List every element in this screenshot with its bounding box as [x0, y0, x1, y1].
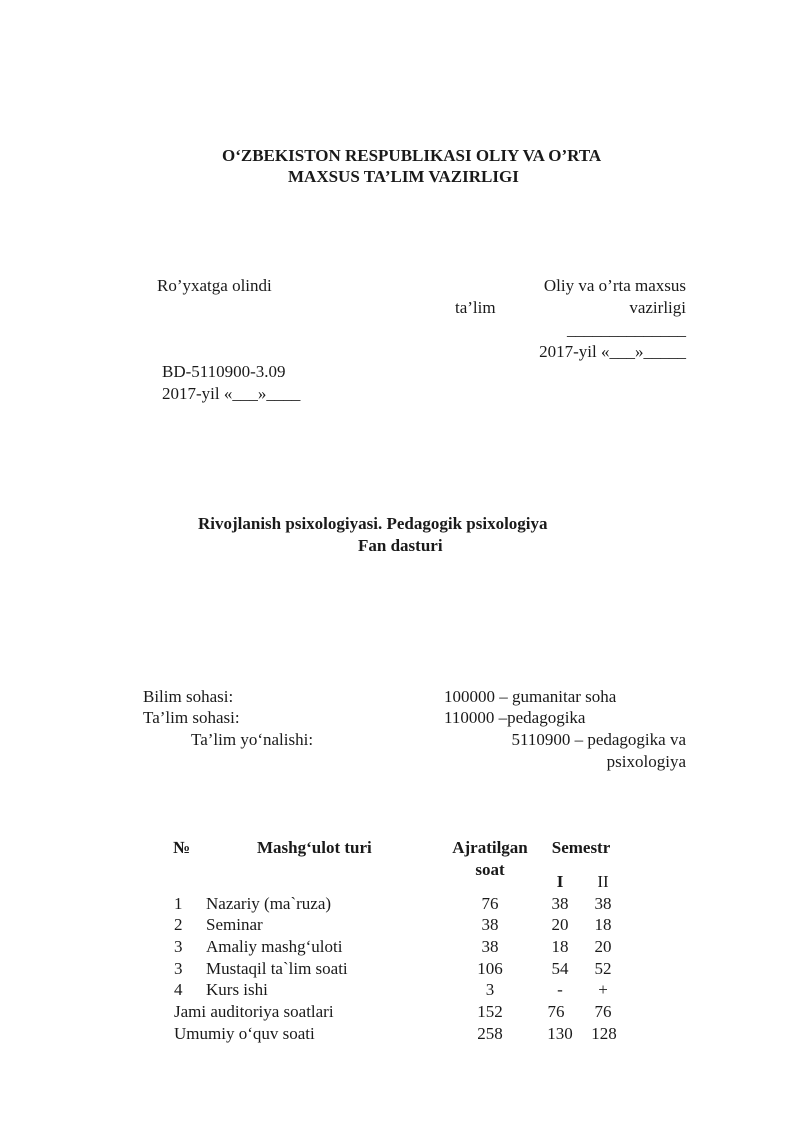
ministry-line-2: MAXSUS TA’LIM VAZIRLIGI: [288, 167, 519, 186]
row-sem1: 18: [551, 937, 569, 956]
row-sem1: 54: [551, 959, 569, 978]
approval-line-2-left: ta’lim: [455, 298, 496, 317]
total-sem1: 130: [547, 1024, 573, 1043]
row-type: Nazariy (ma`ruza): [206, 894, 332, 913]
row-type: Mustaqil ta`lim soati: [206, 959, 348, 978]
row-sem2: 18: [594, 915, 612, 934]
field-value-direction-cont: psixologiya: [606, 752, 686, 771]
header-hours-line-1: Ajratilgan: [452, 838, 528, 857]
total-hours: 152: [477, 1002, 503, 1021]
row-sem2: +: [598, 980, 608, 999]
total-label: Jami auditoriya soatlari: [174, 1002, 334, 1021]
row-type: Amaliy mashg‘uloti: [206, 937, 343, 956]
registration-date: 2017-yil «___»____: [162, 384, 301, 403]
approval-line-2-right: vazirligi: [629, 298, 686, 317]
approval-line-1: Oliy va o’rta maxsus: [543, 276, 686, 295]
field-label-education-area: Ta’lim sohasi:: [143, 708, 240, 727]
total-sem1: 76: [547, 1002, 565, 1021]
registration-code: BD-5110900-3.09: [162, 362, 286, 381]
row-number: 3: [174, 937, 183, 956]
header-activity-type: Mashg‘ulot turi: [257, 838, 372, 857]
row-type: Kurs ishi: [206, 980, 268, 999]
row-number: 3: [174, 959, 183, 978]
row-sem1: 20: [551, 915, 569, 934]
header-number: №: [173, 838, 191, 857]
subject-title: Rivojlanish psixologiyasi. Pedagogik psixologiya: [198, 514, 548, 533]
row-hours: 38: [481, 915, 499, 934]
row-type: Seminar: [206, 915, 263, 934]
field-value-education-area: 110000 –pedagogika: [444, 708, 586, 727]
field-label-direction: Ta’lim yo‘nalishi:: [191, 730, 314, 749]
header-semester-2: II: [597, 872, 609, 891]
row-hours: 106: [477, 959, 503, 978]
total-sem2: 76: [594, 1002, 612, 1021]
row-sem2: 52: [594, 959, 612, 978]
signature-line: ______________: [567, 320, 686, 339]
document-type: Fan dasturi: [358, 536, 443, 555]
field-label-knowledge-area: Bilim sohasi:: [143, 687, 234, 706]
header-semester-1: I: [556, 872, 564, 891]
row-hours: 3: [485, 980, 495, 999]
row-sem2: 20: [594, 937, 612, 956]
field-value-direction: 5110900 – pedagogika va: [511, 730, 686, 749]
row-number: 2: [174, 915, 183, 934]
row-sem1: 38: [551, 894, 569, 913]
total-label: Umumiy o‘quv soati: [174, 1024, 315, 1043]
row-sem2: 38: [594, 894, 612, 913]
ministry-line-1: O‘ZBEKISTON RESPUBLIKASI OLIY VA O’RTA: [222, 146, 602, 165]
field-value-knowledge-area: 100000 – gumanitar soha: [444, 687, 617, 706]
total-hours: 258: [477, 1024, 503, 1043]
header-semester: Semestr: [551, 838, 611, 857]
row-number: 4: [174, 980, 183, 999]
header-hours-line-2: soat: [475, 860, 505, 879]
row-number: 1: [174, 894, 183, 913]
row-sem1: -: [557, 980, 563, 999]
approval-date: 2017-yil «___»_____: [539, 342, 686, 361]
registered-label: Ro’yxatga olindi: [157, 276, 272, 295]
row-hours: 38: [481, 937, 499, 956]
total-sem2: 128: [591, 1024, 617, 1043]
row-hours: 76: [481, 894, 499, 913]
